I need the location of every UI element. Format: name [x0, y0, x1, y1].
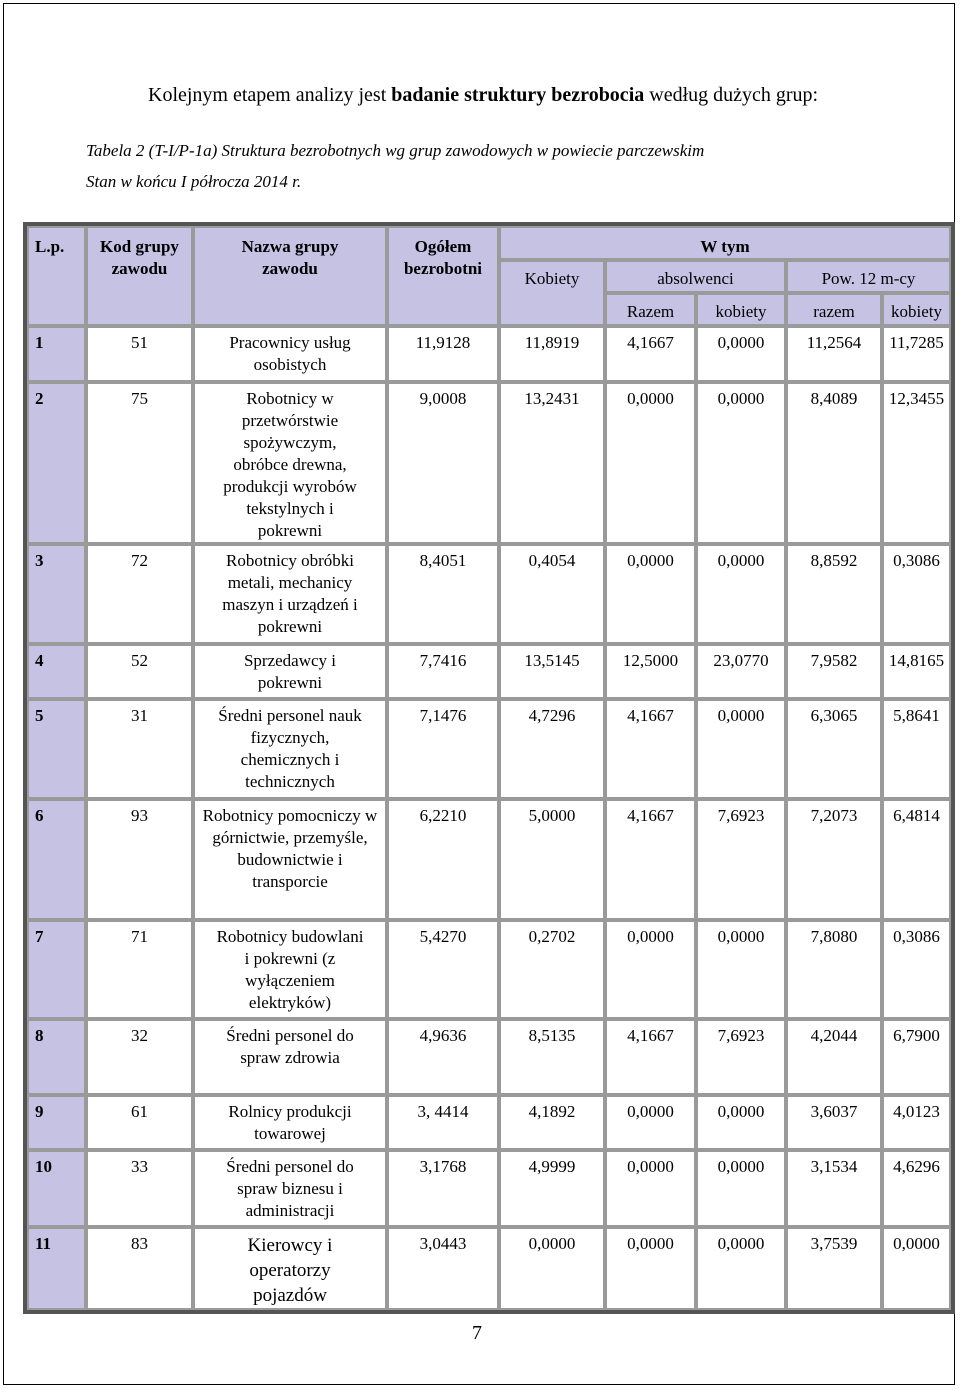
table-row [27, 1019, 951, 1095]
table-row [27, 644, 951, 699]
cell-pow-razem: 3,7539 [786, 1227, 882, 1310]
cell-abs-razem: 4,1667 [605, 326, 696, 382]
cell-abs-razem: 12,5000 [605, 644, 696, 699]
cell-pow-razem: 3,1534 [786, 1150, 882, 1227]
cell-kobiety: 4,7296 [499, 699, 605, 799]
cell-abs-razem: 0,0000 [605, 544, 696, 644]
cell-abs-kobiety: 23,0770 [696, 644, 786, 699]
header-kobiety: Kobiety [499, 260, 605, 326]
table-row [27, 1150, 951, 1227]
cell-pow-kobiety: 14,8165 [882, 644, 951, 699]
unemployment-table [23, 222, 955, 1314]
cell-pow-kobiety: 5,8641 [882, 699, 951, 799]
header-abs-kobiety: kobiety [696, 293, 786, 326]
cell-kod: 33 [86, 1150, 193, 1227]
cell-abs-razem: 0,0000 [605, 920, 696, 1019]
header-lp: L.p. [27, 226, 86, 326]
header-pow-kobiety: kobiety [882, 293, 951, 326]
cell-nazwa: Robotnicy obróbki metali, mechanicy maszyn i urządzeń i pokrewni [193, 544, 387, 644]
cell-lp: 1 [27, 326, 86, 382]
table-row [27, 799, 951, 920]
intro-after: według dużych grup: [644, 84, 819, 106]
cell-kobiety: 13,5145 [499, 644, 605, 699]
cell-pow-kobiety: 11,7285 [882, 326, 951, 382]
cell-abs-razem: 0,0000 [605, 1095, 696, 1150]
header-pow-razem: razem [786, 293, 882, 326]
cell-nazwa: Pracownicy usług osobistych [193, 326, 387, 382]
cell-lp: 10 [27, 1150, 86, 1227]
cell-ogolem: 7,7416 [387, 644, 499, 699]
cell-pow-razem: 8,4089 [786, 382, 882, 544]
cell-pow-kobiety: 0,3086 [882, 920, 951, 1019]
cell-ogolem: 3, 4414 [387, 1095, 499, 1150]
cell-pow-razem: 7,2073 [786, 799, 882, 920]
table-row [27, 1095, 951, 1150]
cell-abs-razem: 4,1667 [605, 1019, 696, 1095]
cell-kod: 51 [86, 326, 193, 382]
table-date: Stan w końcu I półrocza 2014 r. [86, 172, 302, 191]
table-row [27, 382, 951, 544]
cell-kod: 83 [86, 1227, 193, 1310]
cell-pow-razem: 4,2044 [786, 1019, 882, 1095]
cell-pow-kobiety: 4,0123 [882, 1095, 951, 1150]
table-caption: Tabela 2 (T-I/P-1a) Struktura bezrobotnych wg grup zawodowych w powiecie parczewskim [86, 141, 705, 160]
cell-pow-kobiety: 12,3455 [882, 382, 951, 544]
cell-abs-razem: 0,0000 [605, 382, 696, 544]
cell-kod: 75 [86, 382, 193, 544]
cell-kod: 31 [86, 699, 193, 799]
cell-lp: 11 [27, 1227, 86, 1310]
cell-kobiety: 0,4054 [499, 544, 605, 644]
cell-abs-kobiety: 0,0000 [696, 544, 786, 644]
header-abs-razem: Razem [605, 293, 696, 326]
cell-kobiety: 13,2431 [499, 382, 605, 544]
cell-nazwa: Średni personel do spraw zdrowia [193, 1019, 387, 1095]
cell-abs-razem: 0,0000 [605, 1150, 696, 1227]
cell-kod: 52 [86, 644, 193, 699]
cell-kobiety: 0,2702 [499, 920, 605, 1019]
cell-pow-razem: 7,8080 [786, 920, 882, 1019]
header-nazwa: Nazwa grupy zawodu [193, 226, 387, 326]
cell-lp: 6 [27, 799, 86, 920]
cell-ogolem: 3,0443 [387, 1227, 499, 1310]
cell-kobiety: 5,0000 [499, 799, 605, 920]
cell-lp: 2 [27, 382, 86, 544]
cell-lp: 7 [27, 920, 86, 1019]
cell-abs-kobiety: 0,0000 [696, 1095, 786, 1150]
cell-ogolem: 8,4051 [387, 544, 499, 644]
cell-nazwa: Rolnicy produkcji towarowej [193, 1095, 387, 1150]
cell-pow-kobiety: 0,3086 [882, 544, 951, 644]
cell-kod: 72 [86, 544, 193, 644]
cell-nazwa: Robotnicy pomocniczy w górnictwie, przemyśle, budownictwie i transporcie [193, 799, 387, 920]
intro-bold: badanie struktury bezrobocia [391, 84, 645, 106]
cell-ogolem: 11,9128 [387, 326, 499, 382]
cell-kod: 93 [86, 799, 193, 920]
table-row [27, 326, 951, 382]
cell-nazwa: Średni personel nauk fizycznych, chemicznych i technicznych [193, 699, 387, 799]
cell-lp: 3 [27, 544, 86, 644]
cell-ogolem: 4,9636 [387, 1019, 499, 1095]
cell-pow-razem: 11,2564 [786, 326, 882, 382]
cell-ogolem: 9,0008 [387, 382, 499, 544]
cell-ogolem: 5,4270 [387, 920, 499, 1019]
cell-nazwa: Średni personel do spraw biznesu i administracji [193, 1150, 387, 1227]
cell-pow-kobiety: 6,4814 [882, 799, 951, 920]
cell-nazwa: Robotnicy budowlani i pokrewni (z wyłączeniem elektryków) [193, 920, 387, 1019]
cell-pow-kobiety: 4,6296 [882, 1150, 951, 1227]
cell-nazwa: Kierowcy i operatorzy pojazdów [193, 1227, 387, 1310]
cell-pow-razem: 3,6037 [786, 1095, 882, 1150]
header-wtym: W tym [499, 226, 951, 260]
cell-abs-kobiety: 0,0000 [696, 382, 786, 544]
cell-lp: 9 [27, 1095, 86, 1150]
cell-abs-kobiety: 7,6923 [696, 799, 786, 920]
cell-abs-kobiety: 7,6923 [696, 1019, 786, 1095]
cell-pow-razem: 6,3065 [786, 699, 882, 799]
cell-kod: 32 [86, 1019, 193, 1095]
table-row [27, 544, 951, 644]
header-pow12: Pow. 12 m-cy [786, 260, 951, 293]
cell-ogolem: 6,2210 [387, 799, 499, 920]
cell-abs-kobiety: 0,0000 [696, 326, 786, 382]
cell-abs-kobiety: 0,0000 [696, 1227, 786, 1310]
header-absolwenci: absolwenci [605, 260, 786, 293]
intro-before: Kolejnym etapem analizy jest [148, 84, 392, 106]
cell-abs-razem: 0,0000 [605, 1227, 696, 1310]
cell-abs-kobiety: 0,0000 [696, 699, 786, 799]
cell-ogolem: 3,1768 [387, 1150, 499, 1227]
page-number: 7 [472, 1322, 482, 1344]
cell-abs-razem: 4,1667 [605, 699, 696, 799]
cell-kobiety: 4,1892 [499, 1095, 605, 1150]
cell-kobiety: 4,9999 [499, 1150, 605, 1227]
cell-abs-kobiety: 0,0000 [696, 1150, 786, 1227]
cell-pow-razem: 7,9582 [786, 644, 882, 699]
cell-kobiety: 8,5135 [499, 1019, 605, 1095]
table-row [27, 699, 951, 799]
cell-abs-razem: 4,1667 [605, 799, 696, 920]
cell-kobiety: 11,8919 [499, 326, 605, 382]
table-row [27, 920, 951, 1019]
cell-lp: 5 [27, 699, 86, 799]
header-kod: Kod grupy zawodu [86, 226, 193, 326]
cell-ogolem: 7,1476 [387, 699, 499, 799]
cell-pow-kobiety: 6,7900 [882, 1019, 951, 1095]
cell-nazwa: Sprzedawcy i pokrewni [193, 644, 387, 699]
header-ogolem: Ogółem bezrobotni [387, 226, 499, 326]
cell-lp: 4 [27, 644, 86, 699]
cell-pow-razem: 8,8592 [786, 544, 882, 644]
intro-sentence [148, 84, 818, 107]
cell-kod: 61 [86, 1095, 193, 1150]
cell-abs-kobiety: 0,0000 [696, 920, 786, 1019]
cell-kod: 71 [86, 920, 193, 1019]
cell-lp: 8 [27, 1019, 86, 1095]
table-row [27, 1227, 951, 1310]
cell-kobiety: 0,0000 [499, 1227, 605, 1310]
cell-pow-kobiety: 0,0000 [882, 1227, 951, 1310]
cell-nazwa: Robotnicy w przetwórstwie spożywczym, obróbce drewna, produkcji wyrobów tekstylnych i pokrewni [193, 382, 387, 544]
